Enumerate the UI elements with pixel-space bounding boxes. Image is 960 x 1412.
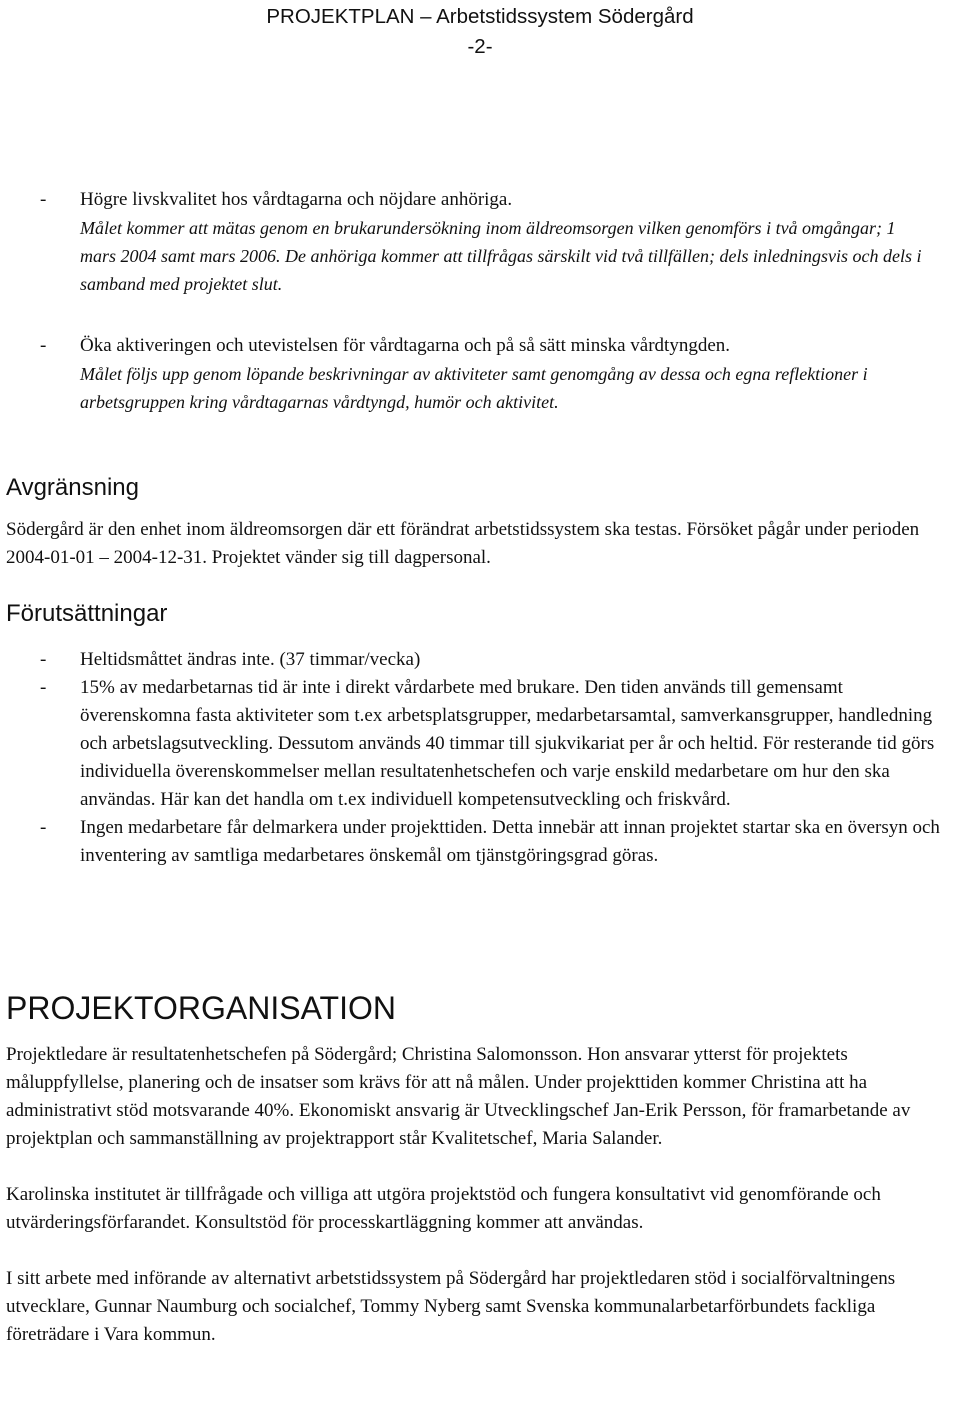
goal-note: Målet kommer att mätas genom en brukarundersökning inom äldreomsorgen vilken genomförs i två omgångar; 1 mars 2004 samt mars 2006. De anhöriga kommer att tillfrågas särskilt vid två tillfällen; dels inledningsvis och dels i samband med projektet slut. <box>80 218 922 294</box>
list-item <box>6 814 954 870</box>
goal-text: Öka aktiveringen och utevistelsen för vårdtagarna och på så sätt minska vårdtyngden. <box>80 335 731 356</box>
list-dash: - <box>40 335 47 356</box>
document-title: PROJEKTPLAN – Arbetstidssystem Södergård <box>266 5 694 28</box>
list-dash: - <box>40 817 47 838</box>
section-heading-projektorganisation: PROJEKTORGANISATION <box>6 990 396 1026</box>
section-heading-avgransning: Avgränsning <box>6 474 139 501</box>
paragraph: I sitt arbete med införande av alternativt arbetstidssystem på Södergård har projektledaren stöd i socialförvaltningens utvecklare, Gunnar Naumburg och socialchef, Tommy Nyberg samt Svenska kommunalarbetarförbundets fackliga företrädare i Vara kommun. <box>6 1268 896 1345</box>
list-item <box>6 646 954 674</box>
paragraph: Projektledare är resultatenhetschefen på Södergård; Christina Salomonsson. Hon ansvarar ytterst för projektets måluppfyllelse, planering och de insatser som krävs för att nå målen. Under projekttiden kommer Christina att ha administrativt stöd motsvarande 40%. Ekonomiskt ansvarig är Utvecklingschef Jan-Erik Persson, för framarbetande av projektplan och sammanställning av projektrapport står Kvalitetschef, Maria Salander. <box>6 1044 911 1149</box>
list-item-text: 15% av medarbetarnas tid är inte i direkt vårdarbete med brukare. Den tiden används till gemensamt överenskomna fasta aktiviteter som t.ex arbetsplatsgrupper, medarbetarsamtal, samverkansgrupper, handledning och arbetslagsutveckling. Dessutom används 40 timmar till sjukvikariat per år och heltid. För resterande tid görs individuella överenskommelser mellan resultatenhetschefen och varje enskild medarbetare om hur den ska användas. Här kan det handla om t.ex individuell kompetensutveckling och friskvård. <box>80 677 935 810</box>
list-dash: - <box>40 677 47 698</box>
goal-item-2 <box>6 332 954 416</box>
list-item-text: Heltidsmåttet ändras inte. (37 timmar/vecka) <box>80 649 421 670</box>
goal-text: Högre livskvalitet hos vårdtagarna och nöjdare anhöriga. <box>80 189 513 210</box>
section-heading-forutsattningar: Förutsättningar <box>6 600 168 627</box>
forutsattningar-list <box>6 646 954 870</box>
avgransning-text: Södergård är den enhet inom äldreomsorgen där ett förändrat arbetstidssystem ska testas. Försöket pågår under perioden 2004-01-01 – 2004-12-31. Projektet vänder sig till dagpersonal. <box>6 519 920 568</box>
list-dash: - <box>40 189 47 210</box>
goal-item-1 <box>6 186 954 298</box>
list-item-text: Ingen medarbetare får delmarkera under projekttiden. Detta innebär att innan projektet startar ska en översyn och inventering av samtliga medarbetares önskemål om tjänstgöringsgrad göras. <box>80 817 940 866</box>
page-header <box>0 2 960 62</box>
goal-note: Målet följs upp genom löpande beskrivningar av aktiviteter samt genomgång av dessa och egna reflektioner i arbetsgruppen kring vårdtagarnas vårdtyngd, humör och aktivitet. <box>80 364 868 412</box>
list-item <box>6 674 954 814</box>
paragraph: Karolinska institutet är tillfrågade och villiga att utgöra projektstöd och fungera konsultativt vid genomförande och utvärderingsförfarandet. Konsultstöd för processkartläggning kommer att användas. <box>6 1184 881 1233</box>
page-number: -2- <box>467 35 493 58</box>
projektorganisation-body <box>6 1041 954 1349</box>
list-dash: - <box>40 649 47 670</box>
